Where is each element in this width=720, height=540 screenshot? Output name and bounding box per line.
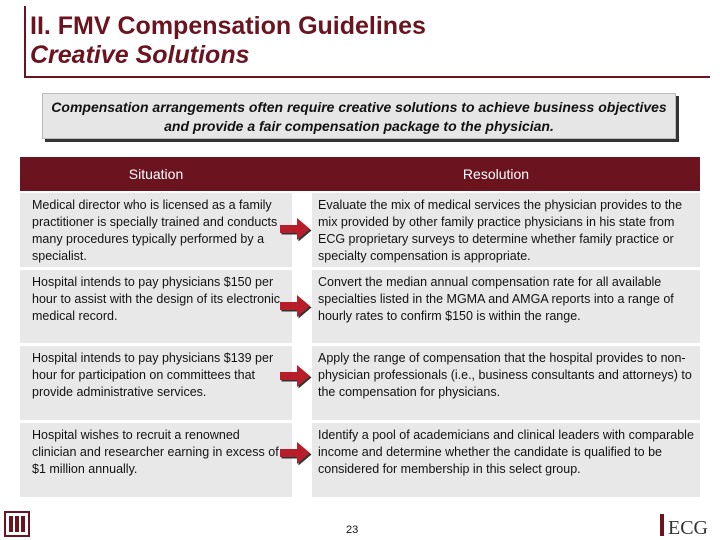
- arrow-right-icon: [278, 215, 312, 243]
- resolution-text: Identify a pool of academicians and clinical leaders with comparable income and determine whether the candidate is qualified to be considered for membership in this select group.: [318, 428, 694, 476]
- resolution-header: [292, 157, 700, 191]
- table-row: [20, 193, 700, 267]
- title-line-1: II. FMV Compensation Guidelines: [30, 12, 426, 40]
- resolution-text: Apply the range of compensation that the hospital provides to non-physician professionals (i.e., business consultants and attorneys) to the compensation for physicians.: [318, 351, 692, 399]
- situation-text: Medical director who is licensed as a family practitioner is specially trained and conducts many procedures typically performed by a specialist.: [32, 198, 278, 263]
- situation-text: Hospital intends to pay physicians $150 per hour to assist with the design of its electronic medical record.: [32, 275, 281, 323]
- table-row: [20, 346, 700, 420]
- title-line-2: Creative Solutions: [30, 41, 250, 69]
- callout-text: Compensation arrangements often require creative solutions to achieve business objectives and provide a fair compensation package to the physician.: [51, 99, 667, 134]
- resolution-text: Evaluate the mix of medical services the physician provides to the mix provided by other family practice physicians in his state from ECG proprietary surveys to determine whether family practice or specialty compensation is appropriate.: [318, 198, 683, 263]
- situation-header-label: Situation: [128, 166, 184, 182]
- ecg-logo: [660, 512, 712, 538]
- title-vertical-rule: [24, 6, 26, 78]
- arrow-right-icon: [278, 292, 312, 320]
- situation-text: Hospital intends to pay physicians $139 per hour for participation on committees that provide administrative services.: [32, 351, 274, 399]
- resolution-text: Convert the median annual compensation rate for all available specialties listed in the MGMA and AMGA reports into a range of hourly rates to confirm $150 is within the range.: [318, 275, 674, 323]
- page-title: [30, 12, 426, 70]
- building-logo-icon: [4, 510, 30, 538]
- resolution-header-label: Resolution: [462, 166, 530, 182]
- situation-text: Hospital wishes to recruit a renowned clinician and researcher earning in excess of $1 million annually.: [32, 428, 279, 476]
- ecg-logo-text: ECG: [668, 517, 708, 538]
- table-row: [20, 423, 700, 497]
- arrow-right-icon: [278, 439, 312, 467]
- page-number: 23: [346, 524, 359, 536]
- arrow-right-icon: [278, 362, 312, 390]
- callout-box: [42, 93, 676, 139]
- table-row: [20, 270, 700, 343]
- title-underline: [24, 76, 710, 78]
- situation-header: [20, 157, 294, 191]
